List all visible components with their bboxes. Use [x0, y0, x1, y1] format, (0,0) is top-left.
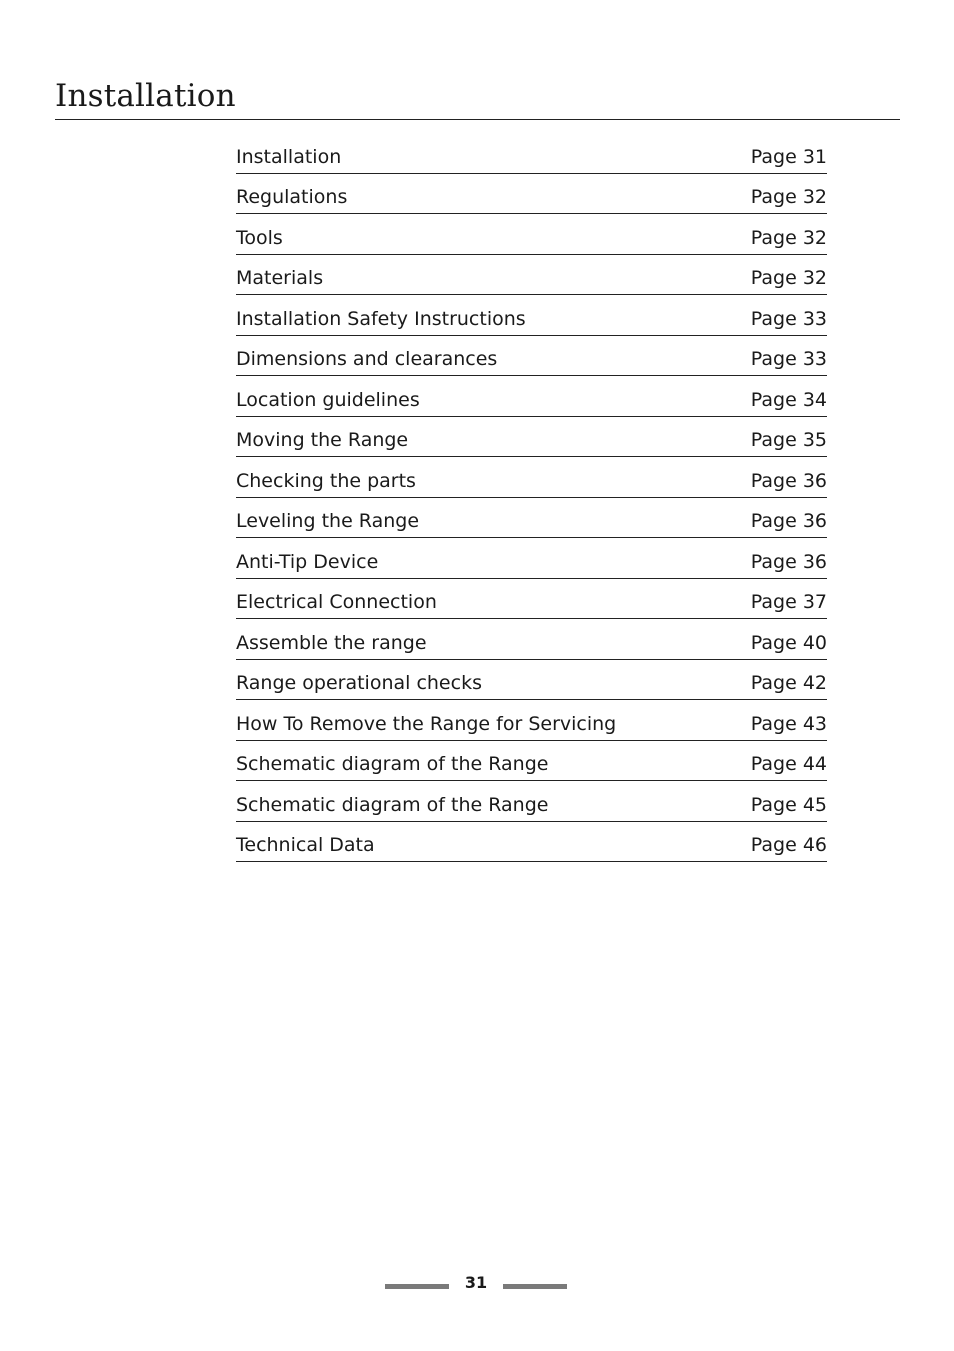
- toc-entry-page: Page 33: [750, 307, 827, 330]
- toc-entry-title: Tools: [236, 226, 283, 249]
- toc-entry[interactable]: [236, 457, 827, 498]
- toc-entry-title: Anti-Tip Device: [236, 550, 379, 573]
- footer-bar-left: [385, 1284, 449, 1289]
- toc-entry-page: Page 32: [750, 267, 827, 289]
- toc-entry-title: Range operational checks: [236, 672, 482, 694]
- toc-entry-title: Assemble the range: [236, 631, 427, 654]
- toc-entry-title: Installation Safety Instructions: [236, 307, 526, 330]
- toc-entry-page: Page 42: [750, 672, 827, 694]
- toc-entry-page: Page 36: [750, 510, 827, 532]
- toc-entry-title: Schematic diagram of the Range: [236, 793, 549, 816]
- toc-entry-title: Regulations: [236, 186, 348, 208]
- toc-entry-title: Location guidelines: [236, 388, 420, 411]
- toc-entry[interactable]: [236, 174, 827, 215]
- toc-entry[interactable]: [236, 336, 827, 377]
- toc-entry-title: Installation: [236, 145, 342, 168]
- toc-entry[interactable]: [236, 498, 827, 539]
- toc-entry[interactable]: [236, 660, 827, 701]
- toc-entry[interactable]: [236, 134, 827, 174]
- toc-entry-page: Page 40: [750, 631, 827, 654]
- heading-divider: [55, 119, 900, 120]
- toc-entry-page: Page 34: [750, 388, 827, 411]
- toc-entry-title: Electrical Connection: [236, 591, 437, 613]
- toc-entry[interactable]: [236, 822, 827, 863]
- toc-entry-title: Materials: [236, 267, 324, 289]
- toc-entry-page: Page 46: [750, 834, 827, 856]
- toc-entry-page: Page 33: [750, 348, 827, 370]
- toc-entry[interactable]: [236, 538, 827, 579]
- toc-entry-title: Schematic diagram of the Range: [236, 753, 549, 775]
- toc-entry-title: Dimensions and clearances: [236, 348, 498, 370]
- page-title: Installation: [55, 78, 236, 114]
- toc-entry-page: Page 44: [750, 753, 827, 775]
- toc-entry-title: How To Remove the Range for Servicing: [236, 712, 617, 735]
- toc-entry[interactable]: [236, 214, 827, 255]
- toc-entry[interactable]: [236, 700, 827, 741]
- toc-entry-page: Page 31: [750, 145, 827, 168]
- toc-entry[interactable]: [236, 741, 827, 782]
- toc-entry-title: Checking the parts: [236, 469, 416, 492]
- toc-entry-page: Page 36: [750, 550, 827, 573]
- toc-entry-page: Page 45: [750, 793, 827, 816]
- toc-entry[interactable]: [236, 295, 827, 336]
- toc-entry-page: Page 32: [750, 226, 827, 249]
- toc-entry[interactable]: [236, 579, 827, 620]
- toc-entry[interactable]: [236, 255, 827, 296]
- table-of-contents: [236, 134, 827, 862]
- toc-entry[interactable]: [236, 781, 827, 822]
- toc-entry[interactable]: [236, 376, 827, 417]
- toc-entry-page: Page 43: [750, 712, 827, 735]
- toc-entry-title: Technical Data: [236, 834, 375, 856]
- toc-entry-title: Leveling the Range: [236, 510, 420, 532]
- footer-bar-right: [503, 1284, 567, 1289]
- page-number: 31: [464, 1273, 488, 1292]
- toc-entry[interactable]: [236, 417, 827, 458]
- toc-entry-page: Page 32: [750, 186, 827, 208]
- toc-entry[interactable]: [236, 619, 827, 660]
- page-footer: [0, 1272, 954, 1298]
- toc-entry-title: Moving the Range: [236, 429, 409, 451]
- toc-entry-page: Page 36: [750, 469, 827, 492]
- toc-entry-page: Page 35: [750, 429, 827, 451]
- toc-entry-page: Page 37: [750, 591, 827, 613]
